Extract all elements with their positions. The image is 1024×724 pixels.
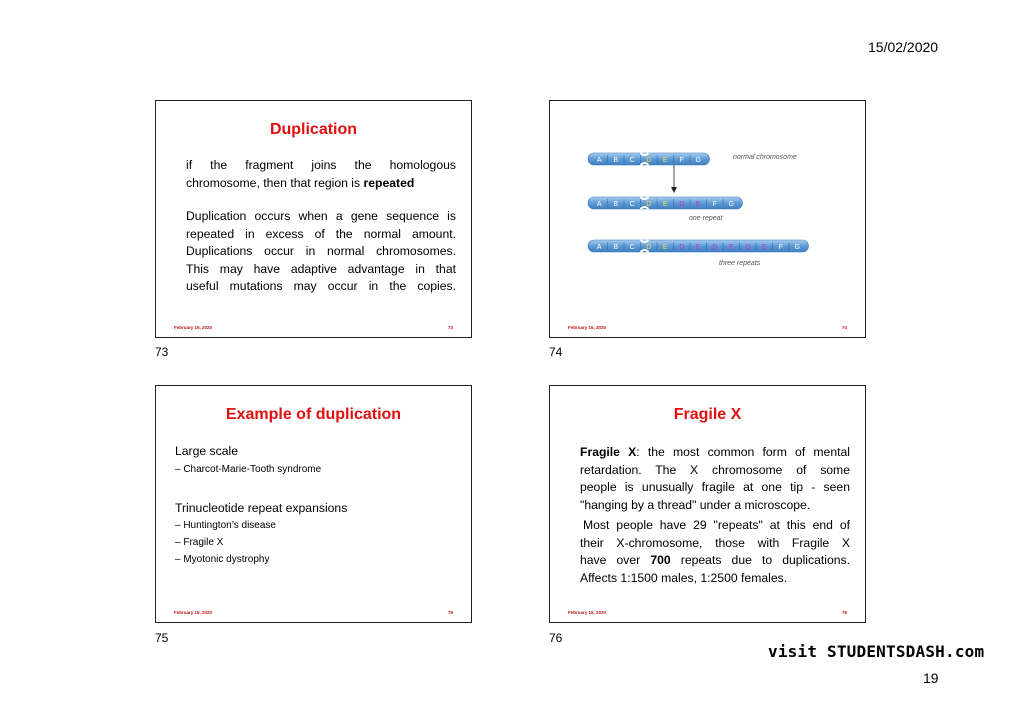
slide-74 xyxy=(549,100,866,338)
text-line: Duplication occurs when a gene sequence is xyxy=(186,209,456,223)
gene-label: C xyxy=(629,243,635,251)
slide-label-73: 73 xyxy=(155,345,169,359)
normal-chromosome xyxy=(588,153,710,165)
list-subitem: – Myotonic dystrophy xyxy=(175,554,270,565)
slide-body xyxy=(186,157,456,296)
text-line: "hanging by a thread" under a microscope. xyxy=(580,497,811,512)
chromosome-diagram xyxy=(550,101,864,301)
slide-footer xyxy=(174,325,453,330)
gene-label: F xyxy=(778,243,783,251)
footer-slide-number: 75 xyxy=(447,610,453,615)
text-line: useful mutations may occur in the copies. xyxy=(186,279,456,293)
slide-footer xyxy=(568,325,847,330)
list-subitem: – Huntington’s disease xyxy=(175,520,276,531)
gene-label: E xyxy=(662,200,668,208)
text-line: retardation. The X chromosome of some xyxy=(580,462,850,477)
label-one-repeat: one repeat xyxy=(689,215,723,222)
page-number: 19 xyxy=(923,670,939,686)
gene-label: C xyxy=(629,200,635,208)
gene-label: D xyxy=(679,200,685,208)
gene-label: D xyxy=(679,243,685,251)
slide-title: Fragile X xyxy=(673,406,742,423)
slide-75 xyxy=(155,385,472,623)
slide-label-74: 74 xyxy=(549,345,563,359)
three-repeats-chromosome xyxy=(588,240,809,252)
text-line: if the fragment joins the homologous xyxy=(186,158,456,172)
arrow-head xyxy=(671,187,677,193)
gene-label: G xyxy=(728,200,734,208)
gene-label: E xyxy=(662,243,668,251)
text-line: Fragile X: the most common form of mental xyxy=(580,445,850,459)
footer-date: February 15, 2020 xyxy=(174,325,213,330)
gene-label: A xyxy=(596,243,602,251)
gene-label: F xyxy=(712,200,717,208)
list-subitem: – Fragile X xyxy=(175,537,224,548)
footer-slide-number: 73 xyxy=(447,325,453,330)
gene-label: G xyxy=(695,156,701,164)
text-line: their X-chromosome, those with Fragile X xyxy=(580,535,850,550)
footer-date: February 15, 2020 xyxy=(174,610,213,615)
gene-label: D xyxy=(712,243,718,251)
gene-label: D xyxy=(745,243,751,251)
footer-slide-number: 76 xyxy=(841,610,847,615)
label-three-repeats: three repeats xyxy=(719,260,761,267)
gene-label: A xyxy=(596,200,602,208)
gene-label: B xyxy=(613,243,619,251)
gene-label: E xyxy=(761,243,767,251)
gene-label: E xyxy=(662,156,668,164)
gene-label: D xyxy=(646,200,652,208)
slide-label-75: 75 xyxy=(155,631,169,645)
gene-label: D xyxy=(646,243,652,251)
slide-title: Example of duplication xyxy=(225,406,402,423)
slide-footer xyxy=(568,610,847,615)
slide-body xyxy=(580,444,850,587)
gene-label: E xyxy=(728,243,734,251)
gene-label: E xyxy=(695,243,701,251)
gene-label: F xyxy=(679,156,684,164)
footer-date: February 15, 2020 xyxy=(568,610,607,615)
gene-label: E xyxy=(695,200,701,208)
list-item: Trinucleotide repeat expansions xyxy=(175,500,348,515)
one-repeat-chromosome xyxy=(588,197,743,209)
gene-label: D xyxy=(646,156,652,164)
slide-footer xyxy=(174,610,453,615)
slide-73 xyxy=(155,100,472,338)
gene-label: B xyxy=(613,156,619,164)
gene-label: C xyxy=(629,156,635,164)
gene-label: B xyxy=(613,200,619,208)
slide-body xyxy=(175,443,455,568)
text-line: repeated in excess of the normal amount. xyxy=(186,226,456,241)
gene-label: A xyxy=(596,156,602,164)
gene-label: G xyxy=(794,243,800,251)
footer-date: February 15, 2020 xyxy=(568,325,607,330)
text-line: Most people have 29 "repeats" at this end of xyxy=(583,518,850,532)
text-line: Affects 1:1500 males, 1:2500 females. xyxy=(580,570,788,585)
label-normal-chromosome: normal chromosome xyxy=(733,154,797,161)
list-subitem: – Charcot-Marie-Tooth syndrome xyxy=(175,463,322,475)
page-date: 15/02/2020 xyxy=(868,39,939,55)
footer-slide-number: 74 xyxy=(841,325,847,330)
slide-title: Duplication xyxy=(269,121,358,138)
slide-76 xyxy=(549,385,866,623)
list-item: Large scale xyxy=(175,444,239,458)
text-line: people is unusually fragile at one tip - seen xyxy=(580,480,850,494)
text-line: chromosome, then that region is repeated xyxy=(186,175,415,190)
slide-label-76: 76 xyxy=(549,631,563,645)
text-line: Duplications occur in normal chromosomes. xyxy=(186,244,456,258)
watermark-text: visit STUDENTSDASH.com xyxy=(768,642,985,661)
text-line: have over 700 repeats due to duplications. xyxy=(580,553,850,567)
text-line: This may have adaptive advantage in that xyxy=(186,261,456,276)
